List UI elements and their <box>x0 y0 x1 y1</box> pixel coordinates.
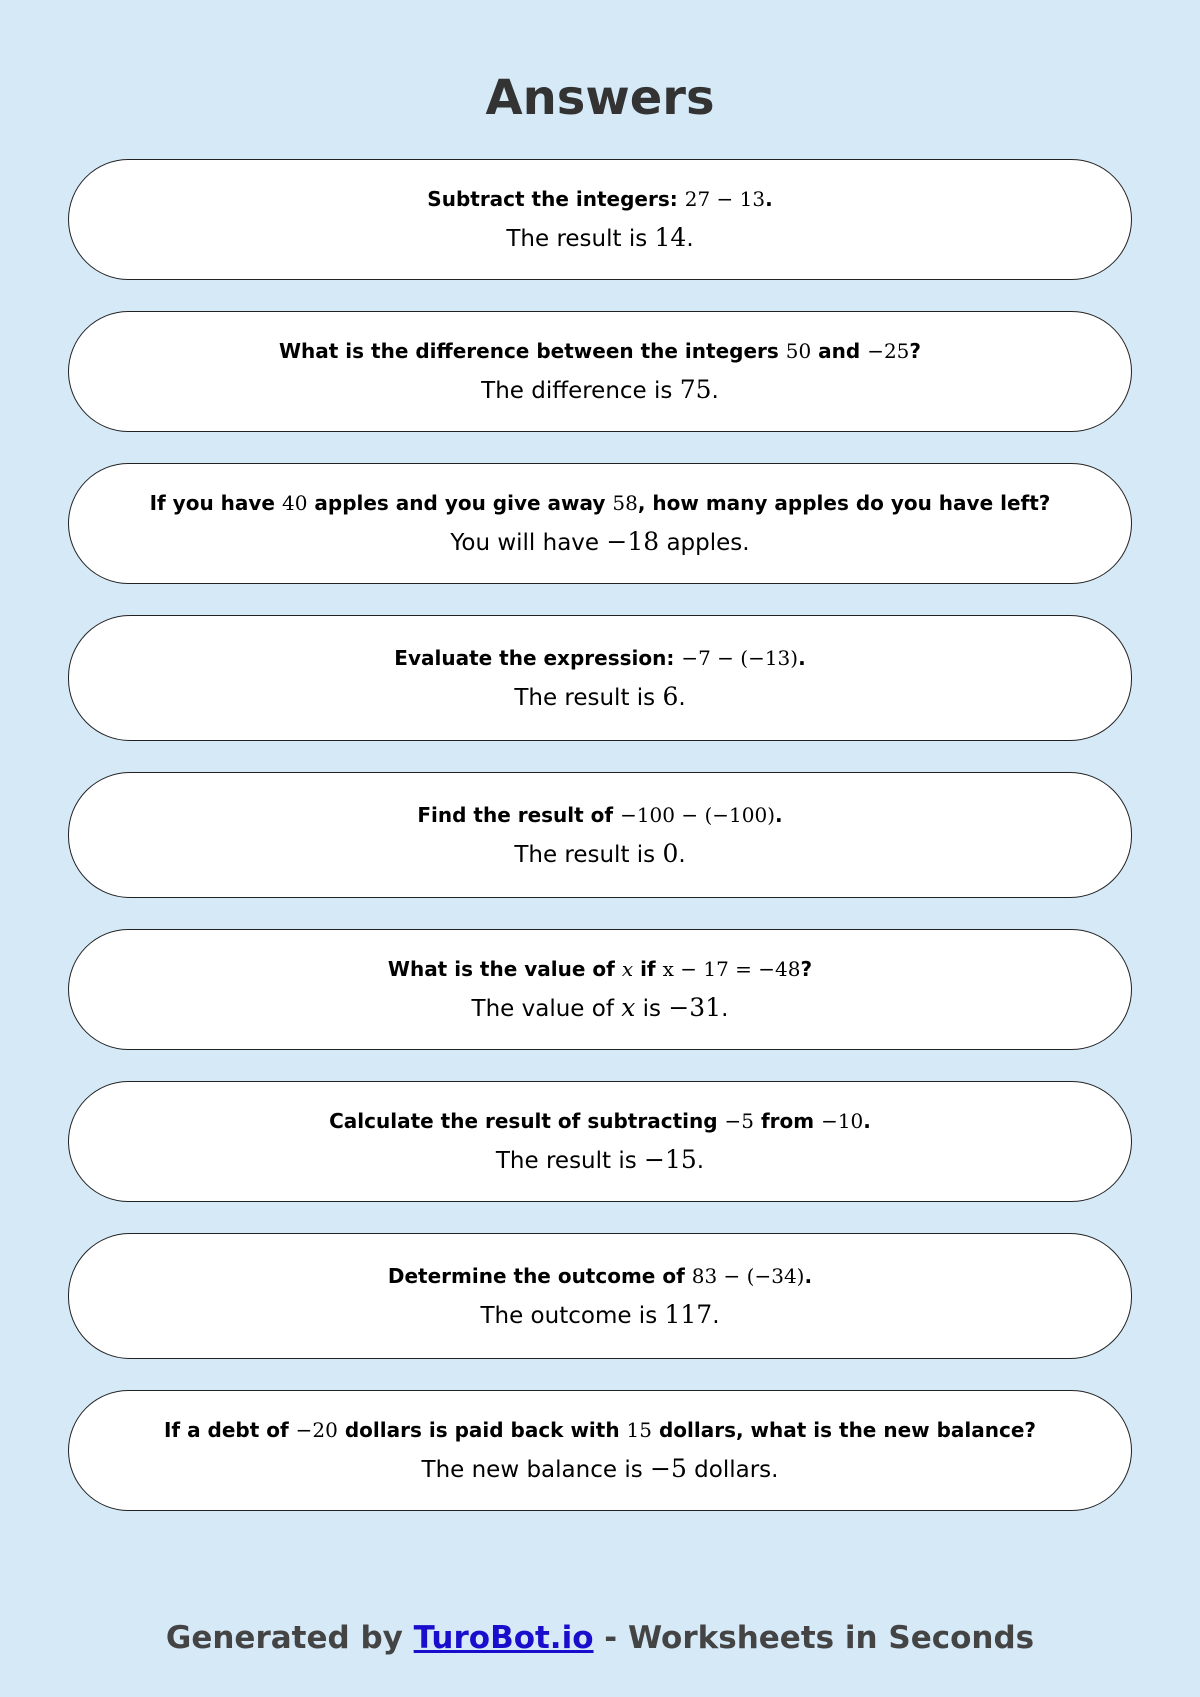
math-expression: 27 − 13 <box>684 187 766 211</box>
math-expression: −18 <box>606 527 660 556</box>
math-expression: 14 <box>654 223 687 252</box>
math-expression: −100 − (−100) <box>620 802 776 827</box>
question-text: Determine the outcome of 83 − (−34). <box>387 1263 813 1288</box>
answer-card <box>68 1081 1132 1202</box>
page-title: Answers <box>485 70 715 126</box>
math-expression: −15 <box>644 1145 697 1174</box>
answer-card <box>68 311 1132 432</box>
question-text: If a debt of −20 dollars is paid back with 15 dollars, what is the new balance? <box>163 1418 1037 1442</box>
answer-text: The new balance is −5 dollars. <box>421 1454 779 1483</box>
answer-card <box>68 1390 1132 1511</box>
math-expression: −10 <box>821 1109 864 1133</box>
math-variable: x <box>621 993 636 1022</box>
answer-list <box>68 159 1132 1542</box>
answer-text: The result is 6. <box>514 681 686 711</box>
answer-card <box>68 1233 1132 1359</box>
answer-text: The result is 14. <box>506 223 694 252</box>
math-expression: 58 <box>612 491 638 515</box>
math-expression: x − 17 = −48 <box>662 957 801 981</box>
question-text: Find the result of −100 − (−100). <box>417 802 783 827</box>
answer-text: The outcome is 117. <box>480 1299 720 1329</box>
math-expression: 6 <box>662 681 679 711</box>
math-expression: −25 <box>867 339 910 363</box>
math-expression: −5 <box>650 1454 687 1483</box>
answer-card <box>68 463 1132 584</box>
answer-text: The difference is 75. <box>481 375 719 404</box>
question-text: Subtract the integers: 27 − 13. <box>427 187 773 211</box>
math-expression: −20 <box>295 1418 338 1442</box>
math-expression: 0 <box>662 838 679 868</box>
answer-text: The value of x is −31. <box>471 993 729 1022</box>
math-expression: 83 − (−34) <box>691 1263 805 1288</box>
question-text: If you have 40 apples and you give away 58, how many apples do you have left? <box>149 491 1051 515</box>
math-expression: −7 − (−13) <box>681 645 799 670</box>
question-text: Calculate the result of subtracting −5 from −10. <box>329 1109 871 1133</box>
math-expression: 50 <box>785 339 812 363</box>
answer-card <box>68 929 1132 1050</box>
question-text: What is the value of x if x − 17 = −48? <box>387 957 813 981</box>
answer-card <box>68 159 1132 280</box>
math-expression: 75 <box>679 375 712 404</box>
turobot-link[interactable]: TuroBot.io <box>413 1620 594 1656</box>
answer-card <box>68 772 1132 898</box>
answer-card <box>68 615 1132 741</box>
math-expression: −5 <box>724 1109 754 1133</box>
math-expression: 40 <box>281 491 308 515</box>
question-text: Evaluate the expression: −7 − (−13). <box>394 645 806 670</box>
answer-text: You will have −18 apples. <box>450 527 750 556</box>
footer: Generated by TuroBot.io - Worksheets in Seconds <box>165 1620 1035 1656</box>
answer-text: The result is −15. <box>495 1145 705 1174</box>
math-expression: −31 <box>668 993 722 1022</box>
math-expression: 117 <box>664 1299 713 1329</box>
math-variable: x <box>621 957 634 981</box>
math-expression: 15 <box>626 1418 652 1442</box>
question-text: What is the difference between the integers 50 and −25? <box>278 339 922 363</box>
answer-text: The result is 0. <box>514 838 686 868</box>
